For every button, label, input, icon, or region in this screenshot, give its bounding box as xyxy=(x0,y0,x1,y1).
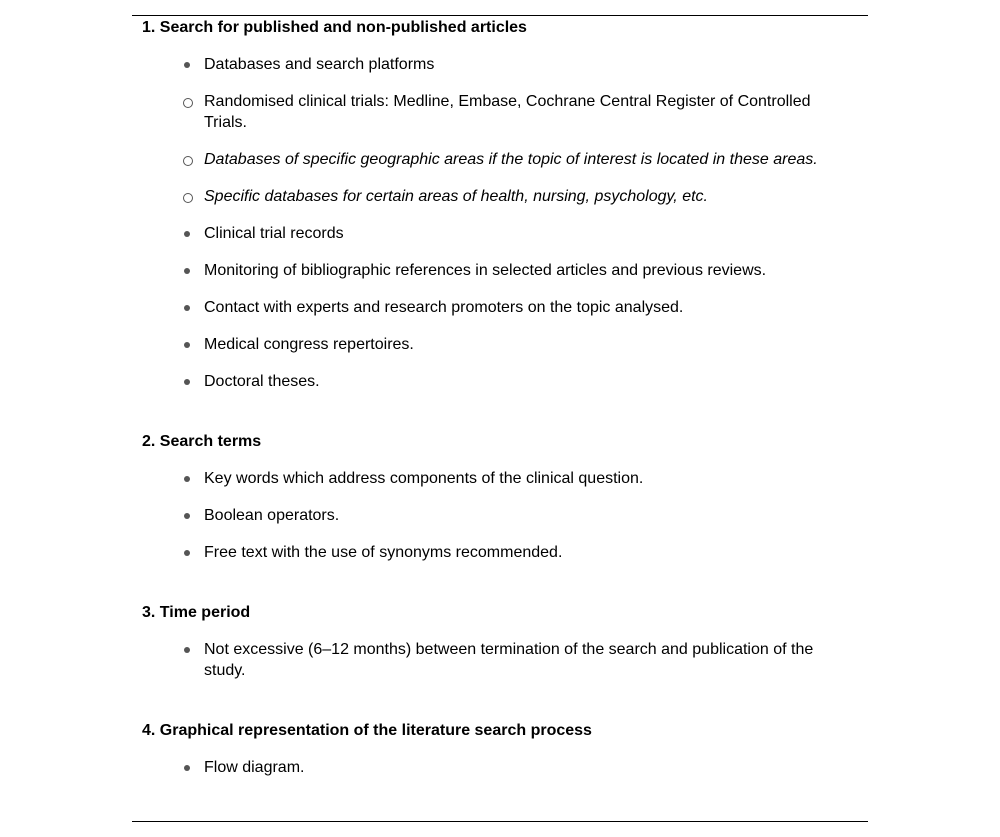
list-item-text: Free text with the use of synonyms recommended. xyxy=(204,544,563,561)
filled-bullet-icon xyxy=(182,223,194,244)
section-heading: 3. Time period xyxy=(142,604,251,621)
list-item xyxy=(182,542,822,563)
section-heading: 1. Search for published and non-published articles xyxy=(142,19,527,36)
list-item-text: Randomised clinical trials: Medline, Embase, Cochrane Central Register of Controlled Trials. xyxy=(204,93,811,131)
hollow-bullet-icon xyxy=(182,186,194,207)
list-item-text: Boolean operators. xyxy=(204,507,340,524)
list-item-text: Clinical trial records xyxy=(204,225,344,242)
list-item-text: Databases of specific geographic areas if the topic of interest is located in these areas. xyxy=(204,151,818,168)
list-item xyxy=(182,223,822,244)
filled-bullet-icon xyxy=(182,371,194,392)
list-item xyxy=(182,505,822,526)
list-item xyxy=(182,757,822,778)
list-item xyxy=(182,260,822,281)
filled-bullet-icon xyxy=(182,260,194,281)
hollow-bullet-icon xyxy=(182,149,194,170)
list-item xyxy=(182,149,822,170)
filled-bullet-icon xyxy=(182,297,194,318)
list-item xyxy=(182,186,822,207)
filled-bullet-icon xyxy=(182,505,194,526)
list-item-text: Databases and search platforms xyxy=(204,56,435,73)
list-item xyxy=(182,468,822,489)
list-item-text: Not excessive (6–12 months) between termination of the search and publication of the study. xyxy=(204,641,814,679)
list-item xyxy=(182,91,822,133)
bottom-rule xyxy=(132,821,868,822)
filled-bullet-icon xyxy=(182,757,194,778)
filled-bullet-icon xyxy=(182,334,194,355)
list-item-text: Key words which address components of the clinical question. xyxy=(204,470,644,487)
list-item-text: Flow diagram. xyxy=(204,759,305,776)
list-item-text: Monitoring of bibliographic references in selected articles and previous reviews. xyxy=(204,262,767,279)
list-item-text: Contact with experts and research promoters on the topic analysed. xyxy=(204,299,684,316)
filled-bullet-icon xyxy=(182,639,194,660)
list-item-text: Medical congress repertoires. xyxy=(204,336,414,353)
list-item-text: Doctoral theses. xyxy=(204,373,320,390)
hollow-bullet-icon xyxy=(182,91,194,112)
filled-bullet-icon xyxy=(182,468,194,489)
list-item xyxy=(182,297,822,318)
filled-bullet-icon xyxy=(182,54,194,75)
filled-bullet-icon xyxy=(182,542,194,563)
list-item xyxy=(182,334,822,355)
list-item-text: Specific databases for certain areas of health, nursing, psychology, etc. xyxy=(204,188,708,205)
list-item xyxy=(182,639,822,681)
section-heading: 2. Search terms xyxy=(142,433,262,450)
list-item xyxy=(182,54,822,75)
top-rule xyxy=(132,15,868,16)
list-item xyxy=(182,371,822,392)
section-heading: 4. Graphical representation of the literature search process xyxy=(142,722,592,739)
